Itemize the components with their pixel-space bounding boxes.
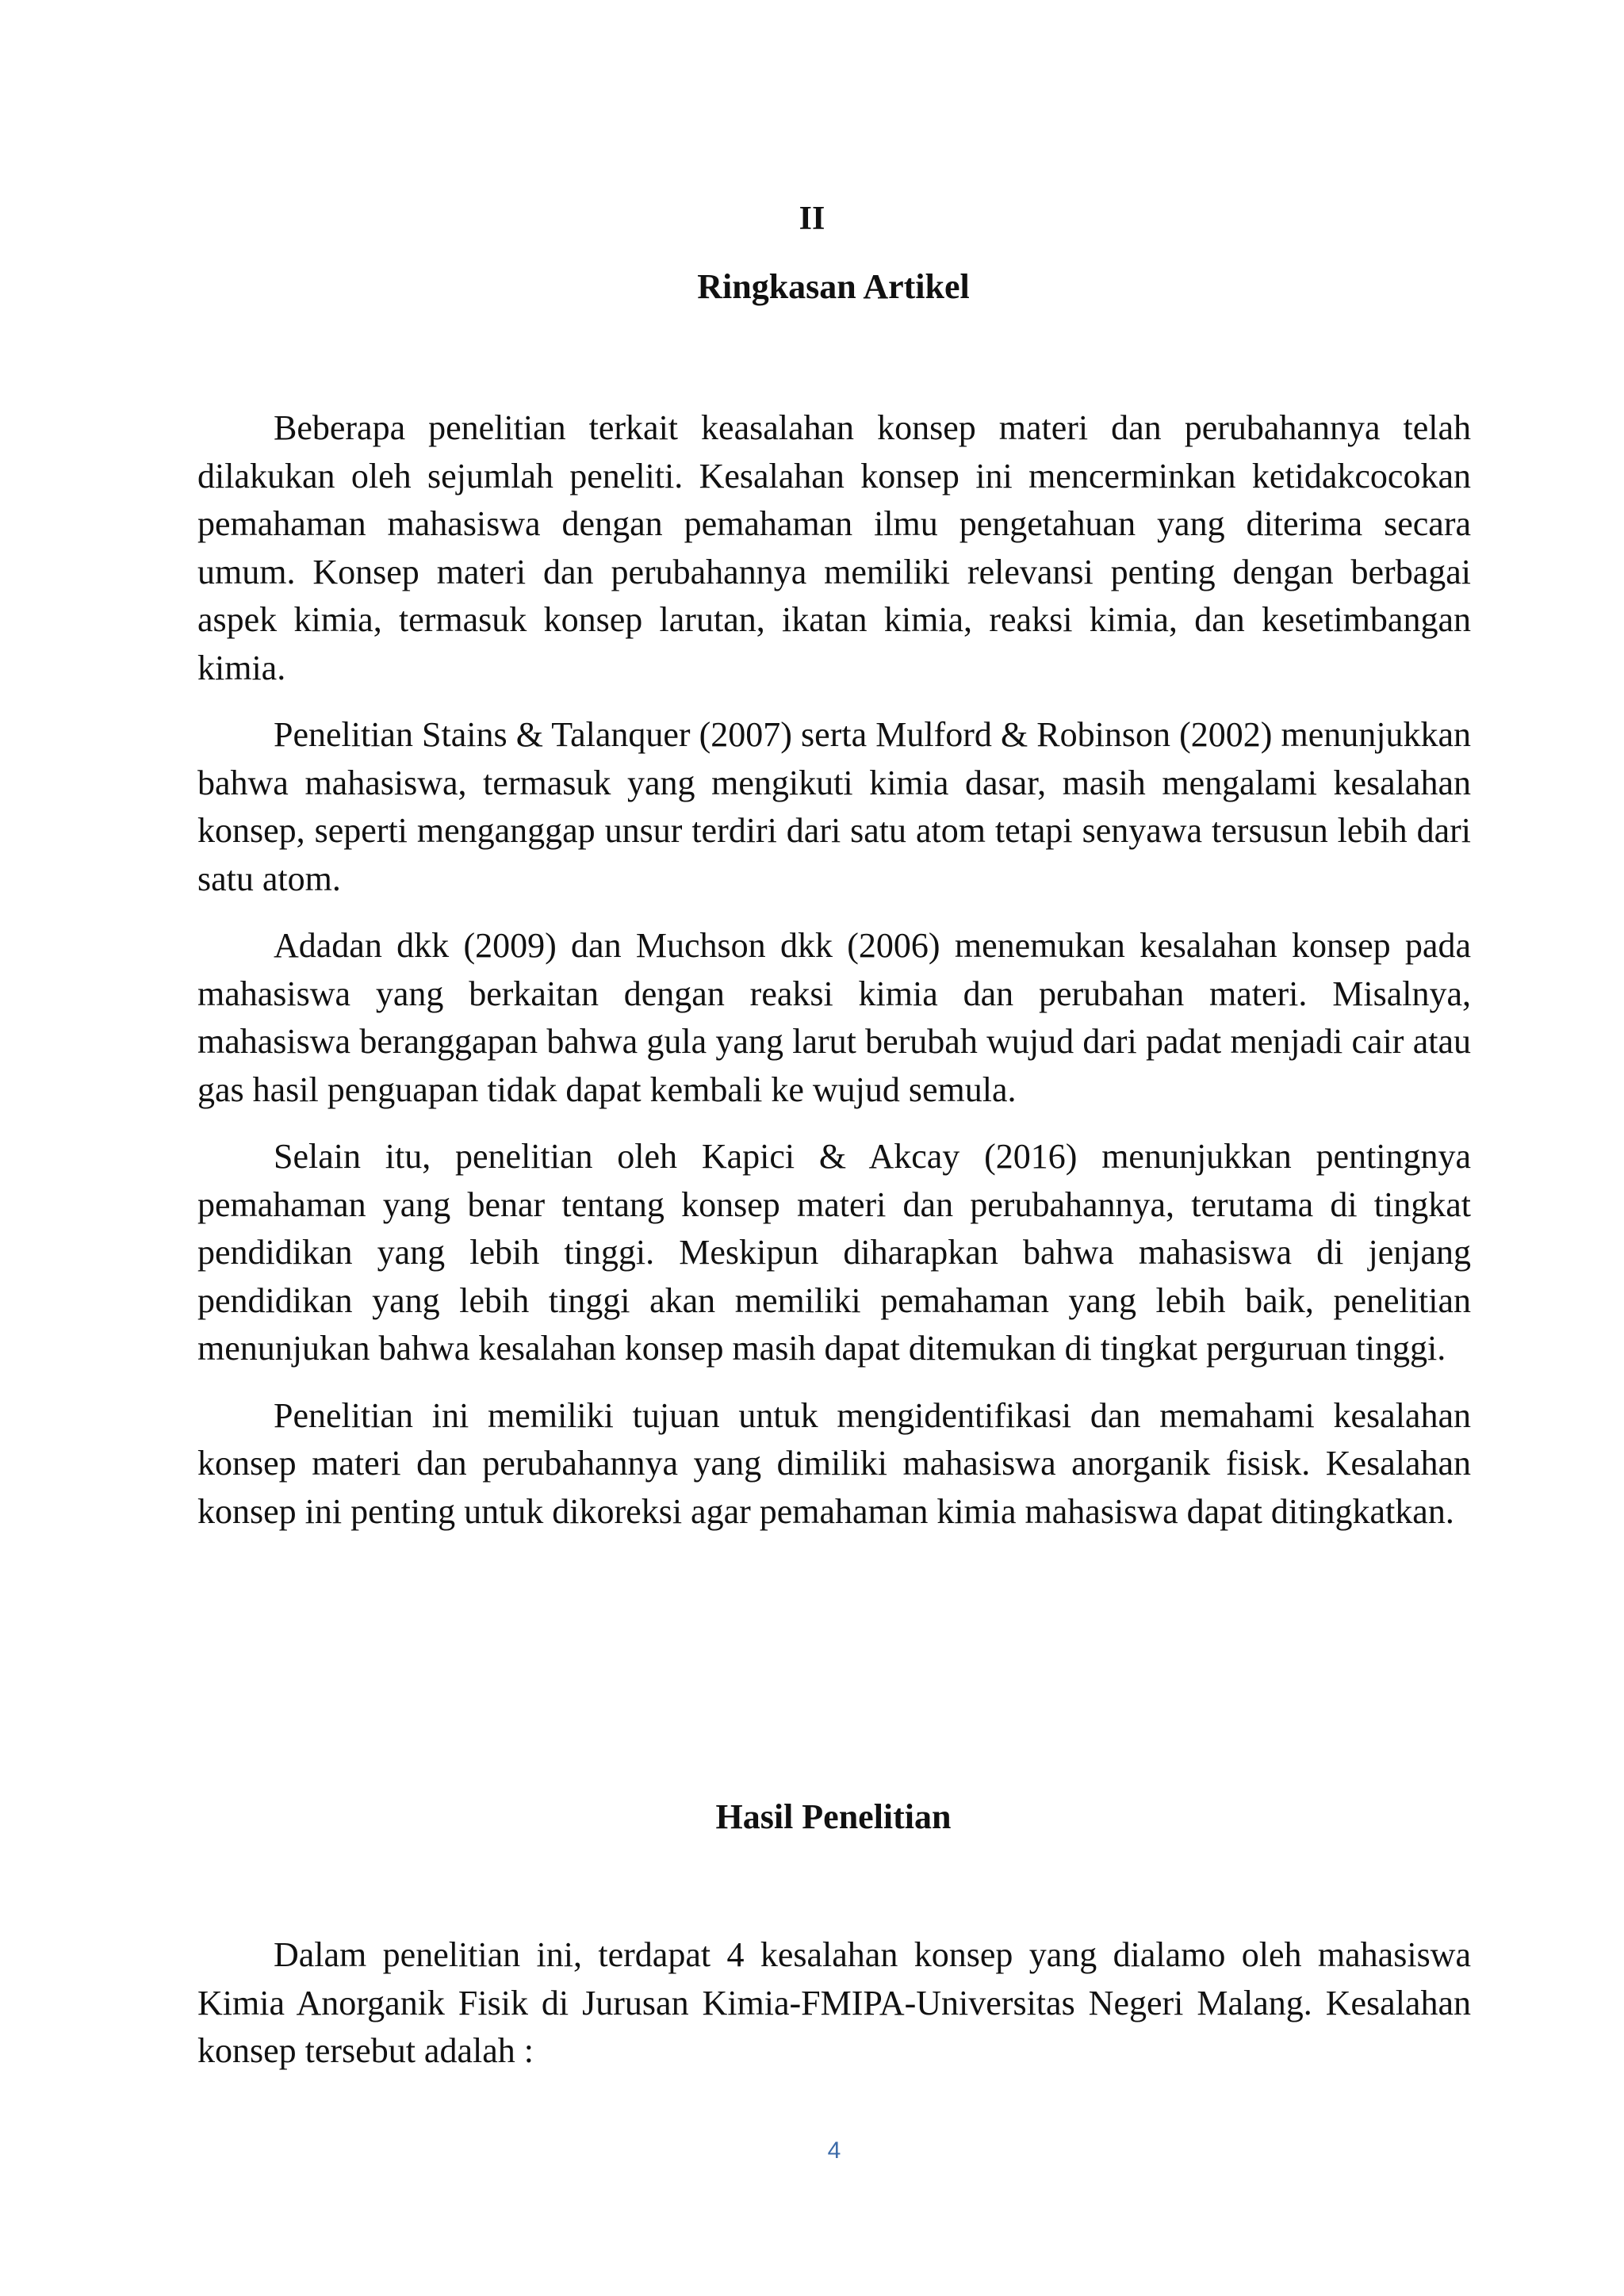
page-number: 4 <box>827 2137 841 2164</box>
paragraph: Adadan dkk (2009) dan Muchson dkk (2006) menemukan kesalahan konsep pada mahasiswa yang berkaitan dengan reaksi kimia dan perubahan materi. Misalnya, mahasiswa beranggapan bahwa gula yang larut berubah wujud dari padat menjadi cair atau gas hasil penguapan tidak dapat kembali ke wujud semula. <box>197 926 1471 1109</box>
paragraph: Beberapa penelitian terkait keasalahan konsep materi dan perubahannya telah dilakukan oleh sejumlah peneliti. Kesalahan konsep ini mencerminkan ketidakcocokan pemahaman mahasiswa dengan pemahaman ilmu pengetahuan yang diterima secara umum. Konsep materi dan perubahannya memiliki relevansi penting dengan berbagai aspek kimia, termasuk konsep larutan, ikatan kimia, reaksi kimia, dan kesetimbangan kimia. <box>197 408 1471 687</box>
paragraph: Selain itu, penelitian oleh Kapici & Akcay (2016) menunjukkan pentingnya pemahaman yang benar tentang konsep materi dan perubahannya, terutama di tingkat pendidikan yang lebih tinggi. Meskipun diharapkan bahwa mahasiswa di jenjang pendidikan yang lebih tinggi akan memiliki pemahaman yang lebih baik, penelitian menunjukan bahwa kesalahan konsep masih dapat ditemukan di tingkat perguruan tinggi. <box>197 1137 1471 1368</box>
results-body <box>197 1931 1471 2076</box>
paragraph: Penelitian Stains & Talanquer (2007) serta Mulford & Robinson (2002) menunjukkan bahwa mahasiswa, termasuk yang mengikuti kimia dasar, masih mengalami kesalahan konsep, seperti menganggap unsur terdiri dari satu atom tetapi senyawa tersusun lebih dari satu atom. <box>197 715 1471 898</box>
paragraph: Dalam penelitian ini, terdapat 4 kesalahan konsep yang dialamo oleh mahasiswa Kimia Anorganik Fisik di Jurusan Kimia-FMIPA-Universitas Negeri Malang. Kesalahan konsep tersebut adalah : <box>197 1935 1471 2070</box>
chapter-number: II <box>799 201 825 237</box>
paragraph: Penelitian ini memiliki tujuan untuk mengidentifikasi dan memahami kesalahan konsep materi dan perubahannya yang dimiliki mahasiswa anorganik fisisk. Kesalahan konsep ini penting untuk dikoreksi agar pemahaman kimia mahasiswa dapat ditingkatkan. <box>197 1395 1471 1531</box>
section-title-ringkasan: Ringkasan Artikel <box>697 267 970 306</box>
section-title-hasil: Hasil Penelitian <box>715 1797 952 1836</box>
summary-body <box>197 404 1471 1536</box>
